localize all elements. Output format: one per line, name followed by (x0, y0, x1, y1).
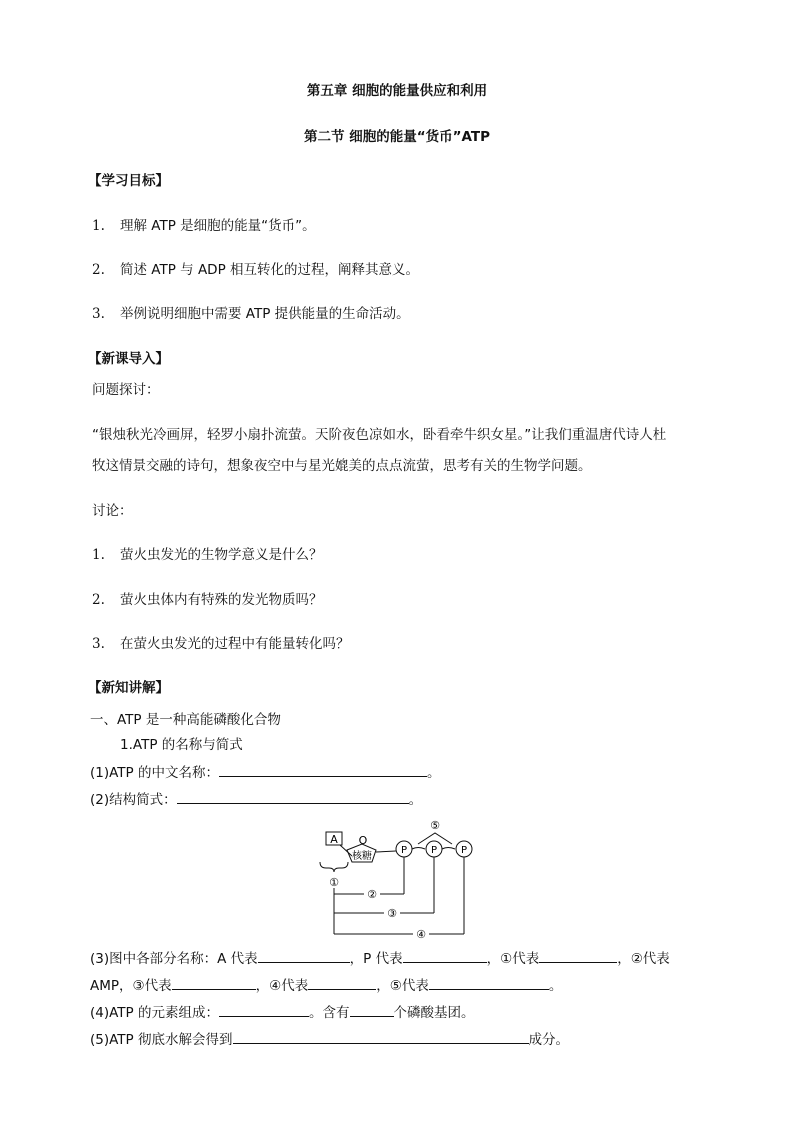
fill-question-3 (90, 948, 670, 968)
q2-end: 。 (408, 792, 423, 808)
intro-heading: 【新课导入】 (88, 351, 169, 367)
answer-blank[interactable] (350, 1002, 394, 1017)
chapter-title: 第五章 细胞的能量供应和利用 (306, 83, 488, 99)
goal-text: 理解 ATP 是细胞的能量“货币”。 (120, 218, 316, 234)
goal-number: 2. (92, 262, 105, 278)
answer-blank[interactable] (177, 789, 409, 804)
question-text: 萤火虫发光的生物学意义是什么？ (120, 547, 323, 563)
fill-question-4 (90, 1002, 475, 1022)
answer-blank[interactable] (308, 975, 376, 990)
answer-blank[interactable] (172, 975, 256, 990)
number-5-label: ⑤ (430, 819, 440, 832)
answer-blank[interactable] (429, 975, 549, 990)
q5-text: (5)ATP 彻底水解会得到 (90, 1032, 233, 1048)
answer-blank[interactable] (539, 948, 617, 963)
number-1-label: ① (329, 876, 339, 889)
question-number: 2. (92, 592, 105, 608)
discuss-label: 讨论： (92, 503, 133, 519)
answer-blank[interactable] (219, 1002, 309, 1017)
q3-text: ，④代表 (255, 978, 309, 994)
section-title: 第二节 细胞的能量“货币”ATP (304, 129, 490, 145)
adenine-label: A (330, 833, 338, 846)
question-number: 1. (92, 547, 105, 563)
answer-blank[interactable] (233, 1029, 529, 1044)
new-knowledge-heading: 【新知讲解】 (88, 680, 169, 696)
high-energy-bond-1 (412, 848, 425, 850)
number-4-label: ④ (416, 928, 426, 941)
question-text: 在萤火虫发光的过程中有能量转化吗？ (120, 636, 350, 652)
goal-number: 3. (92, 306, 105, 322)
subsection-heading: 1.ATP 的名称与简式 (120, 737, 243, 753)
q3-text: (3)图中各部分名称：A 代表 (90, 951, 258, 967)
fill-question-5 (90, 1029, 569, 1049)
phosphate-label: P (430, 845, 438, 856)
poem-line-2: 牧这情景交融的诗句，想象夜空中与星光媲美的点点流萤，思考有关的生物学问题。 (92, 458, 592, 474)
answer-blank[interactable] (403, 948, 487, 963)
ribose-label: 核糖 (352, 851, 372, 862)
q3-text: ，②代表 (617, 951, 670, 967)
q3-text: ，P 代表 (349, 951, 403, 967)
number-2-label: ② (367, 888, 377, 901)
question-item (92, 546, 323, 564)
phosphate-label: P (400, 845, 408, 856)
q3-text: ，⑤代表 (376, 978, 429, 994)
bracket-5 (418, 833, 452, 844)
question-item (92, 591, 323, 609)
q3-text: AMP，③代表 (90, 978, 172, 994)
q1-text: (1)ATP 的中文名称： (90, 765, 219, 781)
oxygen-label: O (358, 834, 368, 847)
brace-1 (320, 862, 348, 872)
answer-blank[interactable] (258, 948, 350, 963)
fill-question-3-cont (90, 975, 562, 995)
goal-number: 1. (92, 218, 105, 234)
answer-blank[interactable] (219, 762, 427, 777)
q4-text: 。含有 (309, 1005, 350, 1021)
goal-item (92, 217, 316, 235)
high-energy-bond-2 (442, 848, 455, 850)
phosphate-label: P (460, 845, 468, 856)
fill-question-2 (90, 789, 422, 809)
q2-text: (2)结构简式： (90, 792, 177, 808)
q3-text: 。 (548, 978, 563, 994)
section-heading-1: 一、ATP 是一种高能磷酸化合物 (90, 712, 281, 728)
q1-end: 。 (427, 765, 441, 781)
q4-text: (4)ATP 的元素组成： (90, 1005, 219, 1021)
q5-text: 成分。 (528, 1032, 569, 1048)
problem-label: 问题探讨： (92, 382, 160, 398)
a-sugar-bond (340, 845, 352, 856)
goal-text: 简述 ATP 与 ADP 相互转化的过程，阐释其意义。 (120, 262, 420, 278)
goal-item (92, 305, 410, 323)
bond-line (376, 851, 396, 852)
q3-text: ，①代表 (486, 951, 540, 967)
question-text: 萤火虫体内有特殊的发光物质吗？ (120, 592, 323, 608)
goal-text: 举例说明细胞中需要 ATP 提供能量的生命活动。 (120, 306, 410, 322)
number-3-label: ③ (387, 907, 397, 920)
q4-text: 个磷酸基团。 (393, 1005, 475, 1021)
question-number: 3. (92, 636, 105, 652)
goal-item (92, 261, 419, 279)
goals-heading: 【学习目标】 (88, 173, 169, 189)
poem-line-1: “银烛秋光冷画屏，轻罗小扇扑流萤。天阶夜色凉如水，卧看牵牛织女星。”让我们重温唐代诗人杜 (92, 427, 667, 443)
atp-structure-diagram (314, 814, 484, 944)
fill-question-1 (90, 762, 441, 782)
question-item (92, 635, 350, 653)
